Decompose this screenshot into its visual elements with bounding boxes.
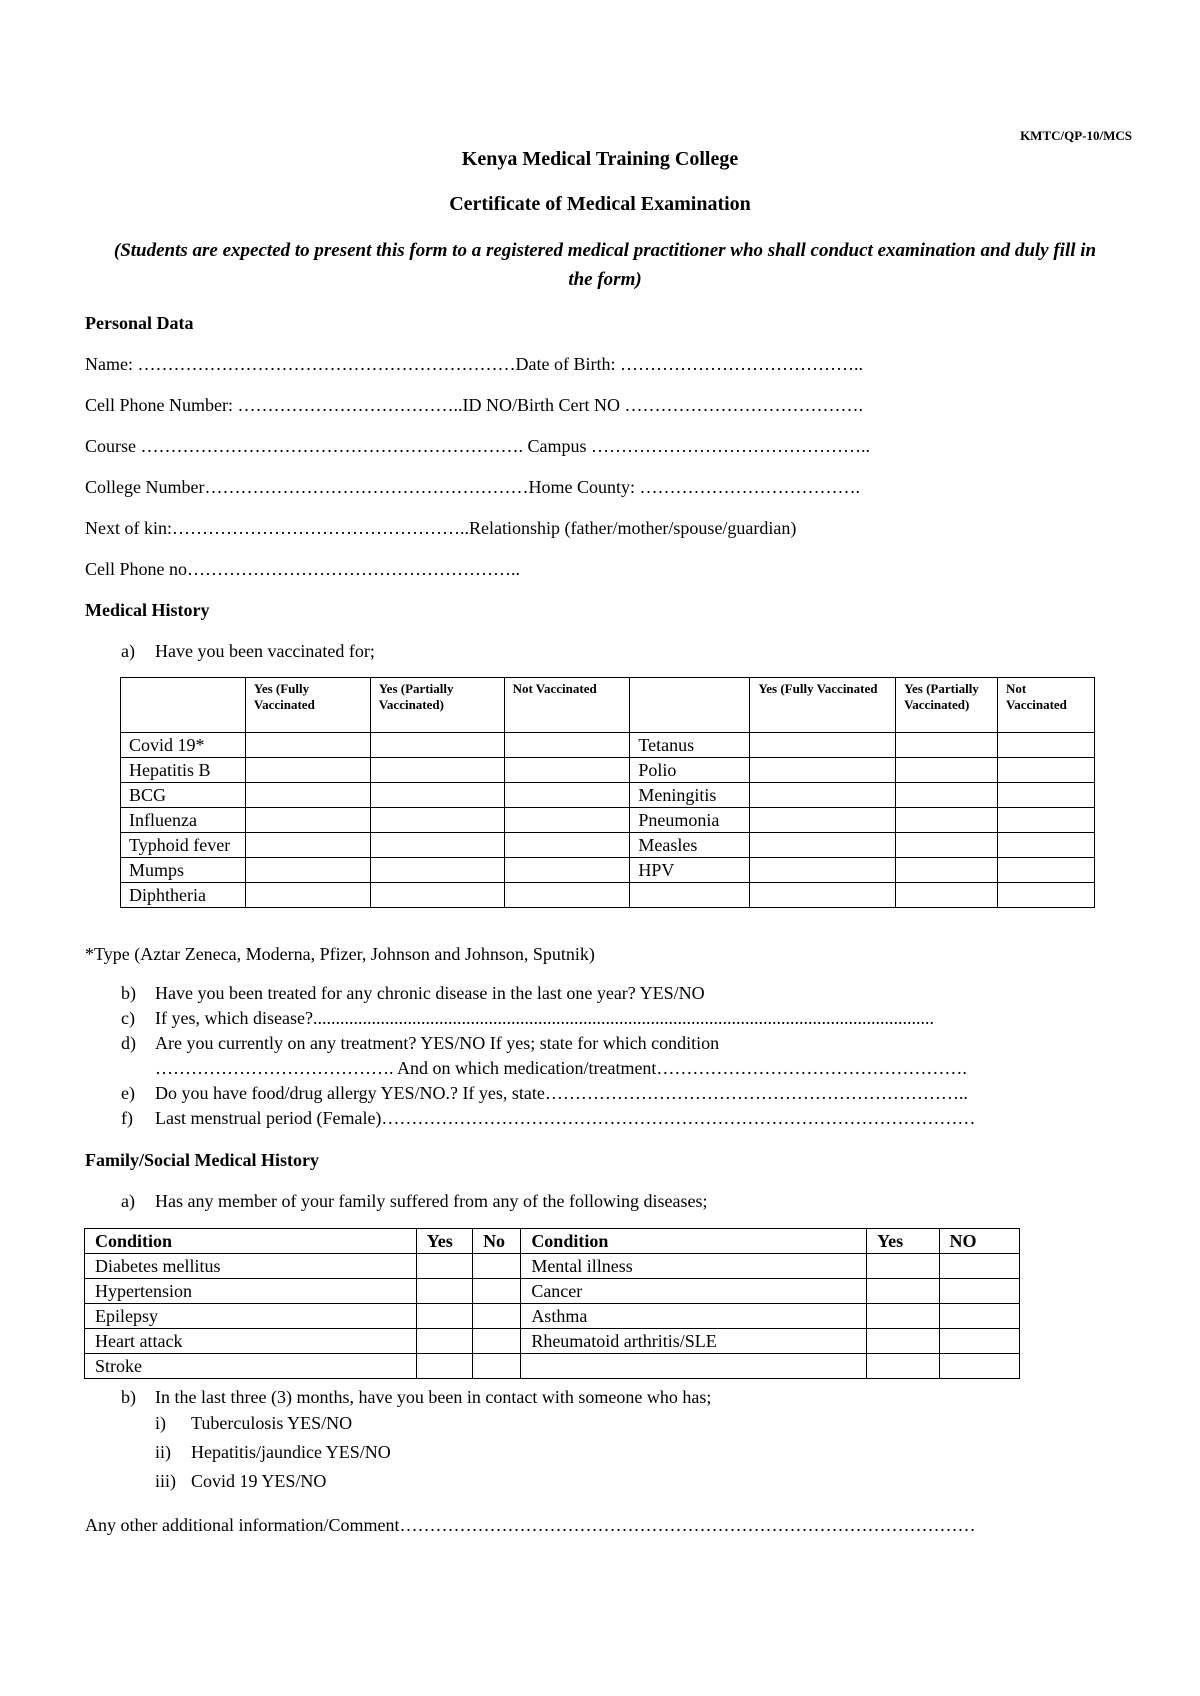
table-header: NO [939, 1229, 1019, 1254]
table-header [121, 678, 246, 733]
table-header: Yes [867, 1229, 939, 1254]
checkbox-cell[interactable] [473, 1329, 521, 1354]
checkbox-cell[interactable] [998, 808, 1095, 833]
checkbox-cell[interactable] [750, 808, 896, 833]
list-marker: ii) [155, 1442, 171, 1462]
checkbox-cell[interactable] [473, 1279, 521, 1304]
checkbox-cell[interactable] [750, 758, 896, 783]
vaccine-name: Polio [630, 758, 750, 783]
checkbox-cell[interactable] [867, 1329, 939, 1354]
medical-history-heading: Medical History [85, 600, 210, 620]
checkbox-cell[interactable] [896, 758, 998, 783]
checkbox-cell[interactable] [750, 783, 896, 808]
checkbox-cell[interactable] [370, 883, 504, 908]
condition-name: Heart attack [85, 1329, 417, 1354]
checkbox-cell[interactable] [245, 758, 370, 783]
list-marker: c) [121, 1008, 135, 1028]
table-row [121, 883, 1095, 908]
vaccine-name: BCG [121, 783, 246, 808]
vaccine-name: Tetanus [630, 733, 750, 758]
checkbox-cell[interactable] [939, 1329, 1019, 1354]
condition-name: Cancer [521, 1279, 867, 1304]
checkbox-cell[interactable] [998, 883, 1095, 908]
table-row [121, 733, 1095, 758]
checkbox-cell[interactable] [473, 1254, 521, 1279]
checkbox-cell[interactable] [473, 1304, 521, 1329]
checkbox-cell[interactable] [939, 1254, 1019, 1279]
table-row [121, 833, 1095, 858]
table-row [121, 808, 1095, 833]
question-treatment: Are you currently on any treatment? YES/NO If yes; state for which condition [155, 1033, 720, 1053]
vaccination-question: Have you been vaccinated for; [155, 641, 375, 661]
condition-name: Stroke [85, 1354, 417, 1379]
question-chronic-disease: Have you been treated for any chronic disease in the last one year? YES/NO [155, 983, 705, 1003]
vaccine-name: Typhoid fever [121, 833, 246, 858]
table-row [85, 1329, 1020, 1354]
table-header: Not Vaccinated [504, 678, 630, 733]
checkbox-cell[interactable] [939, 1354, 1019, 1379]
field-college-county: College Number………………………………………………Home County: ………………………………. [85, 477, 860, 497]
question-menstrual-period: Last menstrual period (Female)……………………………………………………………………………………… [155, 1108, 976, 1128]
vaccine-name: Influenza [121, 808, 246, 833]
checkbox-cell[interactable] [896, 733, 998, 758]
checkbox-cell[interactable] [245, 783, 370, 808]
checkbox-cell[interactable] [504, 883, 630, 908]
checkbox-cell[interactable] [896, 808, 998, 833]
list-marker: b) [121, 983, 136, 1003]
condition-name [521, 1354, 867, 1379]
table-header: Condition [85, 1229, 417, 1254]
condition-name: Epilepsy [85, 1304, 417, 1329]
checkbox-cell[interactable] [504, 783, 630, 808]
table-header: Condition [521, 1229, 867, 1254]
vaccine-name: Pneumonia [630, 808, 750, 833]
condition-name: Rheumatoid arthritis/SLE [521, 1329, 867, 1354]
field-name-dob: Name: ………………………………………………………Date of Birth: ………………………………….. [85, 354, 863, 374]
vaccine-name: Measles [630, 833, 750, 858]
question-allergy: Do you have food/drug allergy YES/NO.? If yes, state…………………………………………………………….. [155, 1083, 968, 1103]
checkbox-cell[interactable] [245, 833, 370, 858]
table-header: Not Vaccinated [998, 678, 1095, 733]
vaccine-name: Diphtheria [121, 883, 246, 908]
form-title: Certificate of Medical Examination [449, 193, 751, 215]
checkbox-cell[interactable] [998, 758, 1095, 783]
checkbox-cell[interactable] [998, 858, 1095, 883]
question-which-disease: If yes, which disease?.......................................................................................................................................... [155, 1008, 934, 1028]
checkbox-cell[interactable] [867, 1304, 939, 1329]
checkbox-cell[interactable] [416, 1254, 472, 1279]
vaccine-name: Covid 19* [121, 733, 246, 758]
checkbox-cell[interactable] [504, 858, 630, 883]
contact-hepatitis: Hepatitis/jaundice YES/NO [191, 1442, 391, 1462]
table-row [121, 783, 1095, 808]
family-header-row [85, 1229, 1020, 1254]
checkbox-cell[interactable] [370, 758, 504, 783]
list-marker: d) [121, 1033, 136, 1053]
checkbox-cell[interactable] [750, 883, 896, 908]
checkbox-cell[interactable] [245, 733, 370, 758]
vaccination-table [120, 677, 1095, 908]
field-phone-id: Cell Phone Number: ………………………………..ID NO/Birth Cert NO …………………………………. [85, 395, 863, 415]
table-row [85, 1354, 1020, 1379]
family-disease-question: Has any member of your family suffered from any of the following diseases; [155, 1191, 708, 1211]
checkbox-cell[interactable] [939, 1304, 1019, 1329]
question-treatment-continued: …………………………………. And on which medication/treatment……………………………………………. [155, 1058, 967, 1078]
vaccine-name: Hepatitis B [121, 758, 246, 783]
family-history-table [84, 1228, 1020, 1379]
contact-question: In the last three (3) months, have you been in contact with someone who has; [155, 1387, 712, 1407]
checkbox-cell[interactable] [998, 733, 1095, 758]
list-marker: a) [121, 641, 135, 661]
list-marker: f) [121, 1108, 133, 1128]
checkbox-cell[interactable] [998, 833, 1095, 858]
table-header: Yes (Fully Vaccinated [750, 678, 896, 733]
checkbox-cell[interactable] [245, 858, 370, 883]
list-marker: iii) [155, 1471, 176, 1491]
family-history-heading: Family/Social Medical History [85, 1150, 319, 1170]
vaccine-name [630, 883, 750, 908]
vaccination-header-row [121, 678, 1095, 733]
table-row [121, 858, 1095, 883]
checkbox-cell[interactable] [896, 858, 998, 883]
list-marker: b) [121, 1387, 136, 1407]
checkbox-cell[interactable] [504, 833, 630, 858]
condition-name: Hypertension [85, 1279, 417, 1304]
checkbox-cell[interactable] [416, 1329, 472, 1354]
additional-comment-field: Any other additional information/Comment…………………………………………………………………………………… [85, 1515, 976, 1535]
checkbox-cell[interactable] [504, 733, 630, 758]
checkbox-cell[interactable] [896, 883, 998, 908]
table-header: Yes (Fully Vaccinated [245, 678, 370, 733]
contact-tuberculosis: Tuberculosis YES/NO [191, 1413, 353, 1433]
checkbox-cell[interactable] [750, 858, 896, 883]
table-row [85, 1279, 1020, 1304]
checkbox-cell[interactable] [473, 1354, 521, 1379]
checkbox-cell[interactable] [896, 783, 998, 808]
checkbox-cell[interactable] [245, 883, 370, 908]
checkbox-cell[interactable] [504, 808, 630, 833]
checkbox-cell[interactable] [750, 833, 896, 858]
checkbox-cell[interactable] [939, 1279, 1019, 1304]
table-header: Yes (Partially Vaccinated) [370, 678, 504, 733]
table-row [121, 758, 1095, 783]
condition-name: Diabetes mellitus [85, 1254, 417, 1279]
checkbox-cell[interactable] [370, 858, 504, 883]
checkbox-cell[interactable] [867, 1254, 939, 1279]
checkbox-cell[interactable] [416, 1304, 472, 1329]
document-code: KMTC/QP-10/MCS [1020, 128, 1132, 143]
checkbox-cell[interactable] [245, 808, 370, 833]
vaccine-name: Mumps [121, 858, 246, 883]
contact-covid: Covid 19 YES/NO [191, 1471, 327, 1491]
checkbox-cell[interactable] [867, 1279, 939, 1304]
checkbox-cell[interactable] [750, 733, 896, 758]
checkbox-cell[interactable] [504, 758, 630, 783]
checkbox-cell[interactable] [998, 783, 1095, 808]
checkbox-cell[interactable] [370, 808, 504, 833]
list-marker: e) [121, 1083, 135, 1103]
personal-data-heading: Personal Data [85, 313, 194, 333]
form-instructions: (Students are expected to present this form to a registered medical practitioner who shall conduct examination and duly fill in the form) [113, 240, 1097, 290]
table-row [85, 1254, 1020, 1279]
field-next-of-kin: Next of kin:…………………………………………..Relationship (father/mother/spouse/guardian) [85, 518, 797, 538]
vaccine-name: HPV [630, 858, 750, 883]
checkbox-cell[interactable] [416, 1354, 472, 1379]
table-header: Yes [416, 1229, 472, 1254]
condition-name: Mental illness [521, 1254, 867, 1279]
table-header [630, 678, 750, 733]
table-header: No [473, 1229, 521, 1254]
checkbox-cell[interactable] [416, 1279, 472, 1304]
checkbox-cell[interactable] [370, 783, 504, 808]
checkbox-cell[interactable] [896, 833, 998, 858]
list-marker: a) [121, 1191, 135, 1211]
table-row [85, 1304, 1020, 1329]
checkbox-cell[interactable] [370, 733, 504, 758]
field-kin-phone: Cell Phone no……………………………………………….. [85, 559, 520, 579]
vaccine-type-note: *Type (Aztar Zeneca, Moderna, Pfizer, Johnson and Johnson, Sputnik) [85, 944, 595, 964]
checkbox-cell[interactable] [370, 833, 504, 858]
vaccine-name: Meningitis [630, 783, 750, 808]
list-marker: i) [155, 1413, 166, 1433]
institution-name: Kenya Medical Training College [461, 148, 739, 170]
condition-name: Asthma [521, 1304, 867, 1329]
table-header: Yes (Partially Vaccinated) [896, 678, 998, 733]
checkbox-cell[interactable] [867, 1354, 939, 1379]
field-course-campus: Course ………………………………………………………. Campus ……………………………………….. [85, 436, 870, 456]
